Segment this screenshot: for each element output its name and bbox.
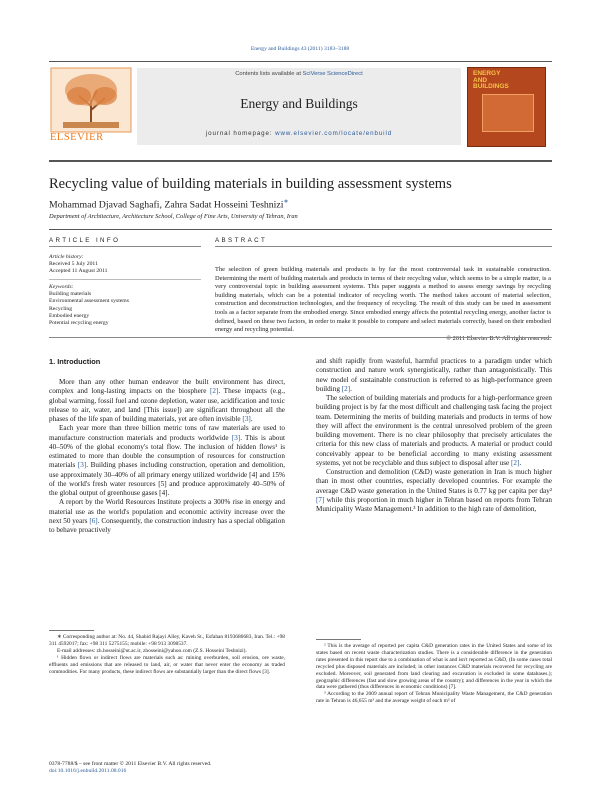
paragraph: A report by the World Resources Institute projects a 300% rise in energy and material use as the world's population and economic activity increase over the next 50 years [6]. Consequently, the construction industry has a special obligation to behave proactively	[49, 498, 285, 534]
journal-banner	[49, 64, 552, 159]
footnote: ² This is the average of reported per capita C&D generation rates in the United States and some of its states based on recent waste characterization studies. There is a considerable difference in the generation rates presented in this report due to a combination of what is and isn't reported as C&D, (In some cases total recycled plus disposed materials are included; in other instances C&D materials recovered for recycling are excluded. Moreover, soil generated from land clearing and excavation is excluded in some databases.); geographic differences (fast and slow growing areas of the country); and differences in the year in which the data were gathered (thus differences in economic conditions) [7].	[316, 643, 552, 691]
journal-homepage: journal homepage: www.elsevier.com/locate/enbuild	[205, 130, 393, 137]
article-authors: Mohammad Djavad Saghafi, Zahra Sadat Hosseini Teshnizi∗	[49, 199, 289, 211]
footnotes-right	[316, 643, 552, 705]
title-rule	[49, 229, 552, 230]
author-mark[interactable]: ∗	[283, 199, 289, 205]
citation-link[interactable]: [2]	[341, 384, 351, 393]
footnote: ¹ Hidden flows or indirect flows are materials such as: mining overburden, soil erosion, ore waste, effluents and emissions that are released to land, air, or water that never enter the economy as traded commodities. For many products, these indirect flows are substantially larger than the direct flows [3].	[49, 654, 285, 675]
paragraph: Construction and demolition (C&D) waste generation in Iran is much higher than in most other countries, especially developed countries. For example the average C&D waste generation in the United States is 0.77 kg per capita per day² [7] while this proportion in much higher in Tehran based on reports from Tehran Municipality Waste Management.³ In addition to the high rate of demolition,	[316, 468, 552, 513]
issn-line: 0378-7788/$ – see front matter © 2011 Elsevier B.V. All rights reserved.	[49, 761, 212, 767]
keyword: Environmental assessment systems	[49, 298, 129, 305]
paragraph: The selection of building materials and products for a high-performance green building project is by far the most difficult and challenging task facing the project team. Determining the merits of building materials and products in terms of how they will affect the environment is the central unresolved problem of the green building movement. There is no clear philosophy that precisely articulates the criteria for this new class of materials and products. A material or product could conceivably appear to be beneficial according to many existing assessment systems, yet not be recyclable and thus subject to disposal after use [2].	[316, 394, 552, 467]
homepage-link[interactable]: www.elsevier.com/locate/enbuild	[275, 130, 393, 137]
keyword: Potential recycling energy	[49, 320, 109, 327]
paragraph: and shift rapidly from wasteful, harmful practices to a paradigm under which construction and nature work synergistically, rather than antagonistically. This new model of sustainable construction is referred to as high-performance green building [2].	[316, 357, 552, 393]
section-heading-introduction: 1. Introduction	[49, 357, 101, 366]
footnote-rule-left	[49, 630, 94, 631]
publisher-logo-word: ELSEVIER	[50, 132, 104, 143]
article-info-heading: ARTICLE INFO	[49, 237, 121, 244]
citation-link[interactable]: [3]	[77, 461, 87, 470]
cover-image	[482, 94, 534, 132]
footnote: ³ According to the 2009 annual report of Tehran Municipality Waste Management, the C&D generation rate in Tehran is 46,655 m³ and the average weight of each m³ of	[316, 691, 552, 705]
doi-link[interactable]: doi:10.1016/j.enbuild.2011.08.016	[49, 768, 127, 774]
keywords-block: Keywords: Building materials Environmental assessment systems Recycling Embodied energy Potential recycling energy	[49, 284, 129, 327]
article-title: Recycling value of building materials in building assessment systems	[49, 176, 452, 192]
contents-line: Contents lists available at SciVerse ScienceDirect	[235, 71, 363, 77]
paragraph: More than any other human endeavor the built environment has direct, complex and long-lasting impacts on the biosphere [2]. These impacts (e.g., global warming, fossil fuel and ozone depletion, water use, acidification and toxic release to air, water, and land [This issue]) are significant throughout all the phases of the life span of building materials, yet are often invisible [3].	[49, 378, 285, 423]
keywords-rule	[49, 279, 201, 280]
sciencedirect-link[interactable]: SciVerse ScienceDirect	[302, 71, 363, 77]
citation-link[interactable]: [3]	[231, 433, 241, 442]
body-left-column	[49, 378, 285, 535]
citation-link[interactable]: [2]	[210, 387, 219, 396]
journal-title: Energy and Buildings	[240, 96, 358, 111]
keyword: Recycling	[49, 305, 73, 312]
info-rule	[49, 246, 201, 247]
footnote: ∗ Corresponding author at: No. 44, Shahid Rajayi Alley, Kaveh St., Esfahan 8193686683, Iran. Tel.: +98 311 4592017; fax: +98 311 5275155; mobile: +98 913 3098537.	[49, 634, 285, 647]
journal-cover-thumbnail	[467, 67, 546, 147]
abstract-text: The selection of green building materials and products is by far the most controversial task in sustainable construction. Determining the merit of building materials and products in terms of their recycling value, which seems to be a simple matter, is a very controversial topic in building assessment systems. This paper suggests a method to assess energy savings by recycling building materials, which can be a potential indicator of recycling worth. The method takes account of material selection, construction and deconstruction technologies, and the frequency of recycling. The result of this study can be used in assessment tools as a factor separate from the embodied energy. Since embodied energy affects the potential recycling energy, another factor is defined, based on these two factors, in order to make it possible to compare and select materials correctly, based on their embodied energy and recycling potential. © 2011 Elsevier B.V. All rights reserved.	[215, 266, 551, 342]
abstract-rule	[215, 246, 552, 247]
journal-header-box	[137, 68, 461, 145]
elsevier-tree-logo-icon	[49, 66, 133, 138]
copyright-line: © 2011 Elsevier B.V. All rights reserved.	[446, 334, 551, 342]
paragraph: Each year more than three billion metric tons of raw materials are used to manufacture construction materials and products worldwide [3]. This is about 40–50% of the global economy's total flow. The inclusion of hidden flows¹ is estimated to more than double the consumption of resources for construction materials [3]. Building phases including construction, operation and demolition, use approximately 30–40% of all primary energy utilized worldwide [4] and 15% of the world's fresh water resources [5] and produce approximately 40–50% of the global output of greenhouse gases [4].	[49, 424, 285, 497]
keyword: Embodied energy	[49, 312, 90, 319]
cover-title: ENERGY AND BUILDINGS	[473, 70, 509, 90]
citation-link[interactable]: [3]	[242, 415, 251, 423]
body-right-column	[316, 357, 552, 514]
citation-link[interactable]: [6]	[89, 516, 98, 525]
author-affiliation: Department of Architecture, Architecture School, College of Fine Arts, University of Tehran, Iran	[49, 213, 298, 220]
article-history: Article history: Received 5 July 2011 Accepted 11 August 2011	[49, 254, 108, 275]
footnote-email: E-mail addresses: zh.hosseini@ut.ac.ir, zhosseini@yahoo.com (Z.S. Hosseini Teshnizi).	[57, 647, 247, 654]
banner-bottom-rule	[49, 160, 552, 162]
journal-reference: Energy and Buildings 43 (2011) 3183–3188	[250, 46, 350, 52]
footnote-rule-right	[316, 639, 361, 640]
citation-link[interactable]: [7]	[316, 495, 325, 504]
front-matter-info	[49, 761, 211, 775]
citation-link[interactable]: [2]	[511, 458, 520, 467]
keyword: Building materials	[49, 291, 92, 298]
abstract-heading: ABSTRACT	[215, 237, 268, 244]
footnotes-left	[49, 634, 285, 675]
abstract-bottom-rule	[49, 337, 552, 338]
banner-top-rule	[49, 61, 552, 62]
